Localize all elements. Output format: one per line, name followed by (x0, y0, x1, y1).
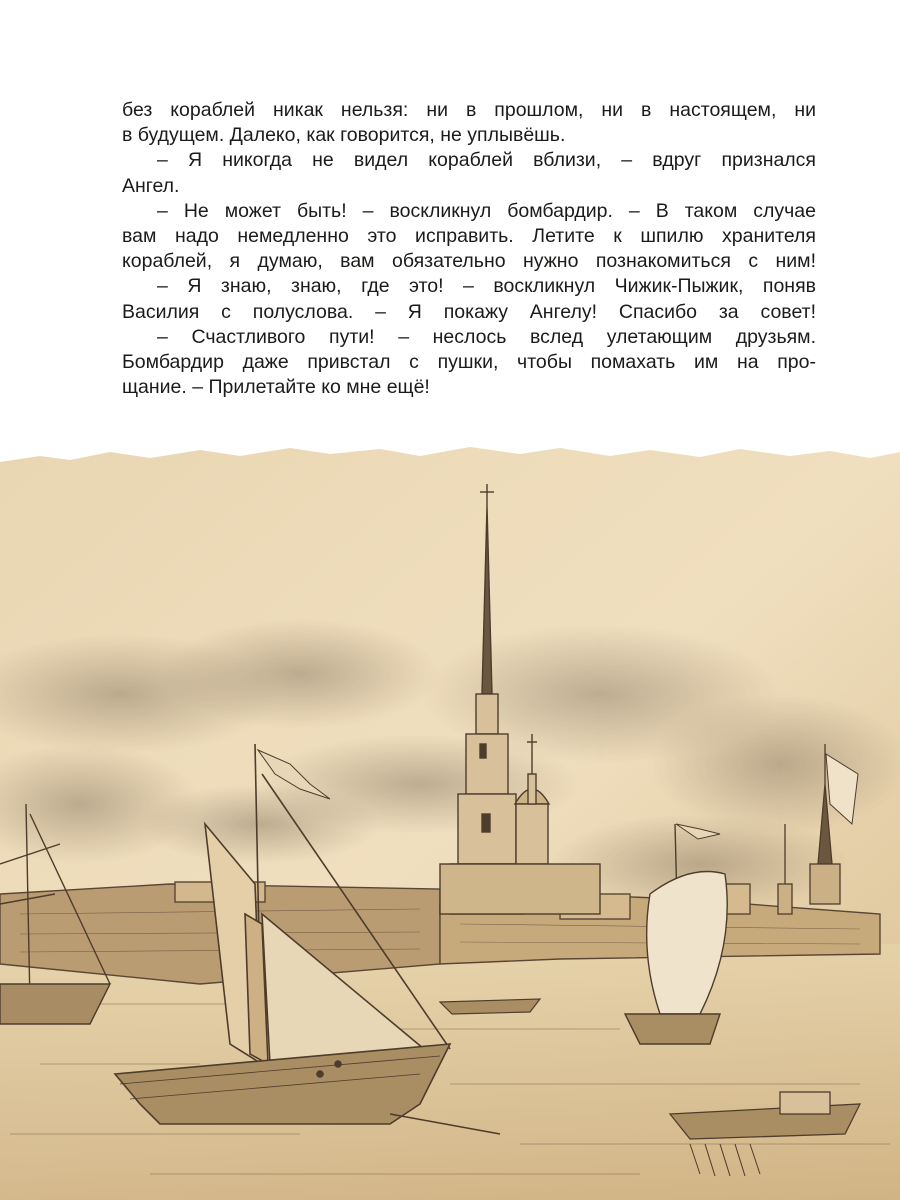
text-line: кораблей, я думаю, вам обязательно нужно познакомиться с ним! (122, 250, 816, 273)
story-text (122, 98, 816, 400)
text-line: вам надо немедленно это исправить. Летите к шпилю хранителя (122, 225, 816, 248)
text-line: без кораблей никак нельзя: ни в прошлом, ни в настоящем, ни (122, 99, 816, 121)
text-line: – Счастливого пути! – неслось вслед улетающим друзьям. (157, 325, 816, 348)
text-line: Ангел. (122, 174, 180, 197)
text-line: – Я никогда не видел кораблей вблизи, – вдруг признался (157, 149, 816, 172)
text-line: Василия с полуслова. – Я покажу Ангелу! Спасибо за совет! (122, 300, 816, 323)
text-line: Бомбардир даже привстал с пушки, чтобы помахать им на про- (122, 351, 816, 374)
text-line: – Не может быть! – воскликнул бомбардир. – В таком случае (157, 199, 816, 222)
distant-boat (440, 999, 540, 1014)
peter-paul-fortress-illustration (0, 444, 900, 1200)
text-line: – Я знаю, знаю, где это! – воскликнул Чижик-Пыжик, поняв (157, 275, 816, 298)
text-line: щание. – Прилетайте ко мне ещё! (122, 376, 430, 399)
text-line: в будущем. Далеко, как говорится, не уплывёшь. (122, 124, 566, 147)
